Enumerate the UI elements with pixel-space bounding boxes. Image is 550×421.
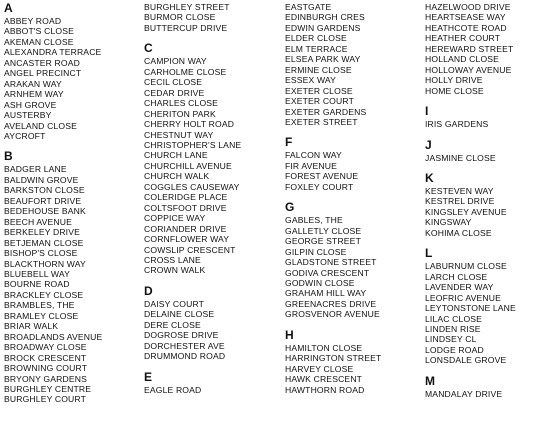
- street-name: BERKELEY DRIVE: [4, 227, 80, 238]
- street-name: EASTGATE: [285, 2, 332, 12]
- street-name: COGGLES CAUSEWAY: [144, 181, 240, 192]
- street-name: GREENACRES DRIVE: [285, 298, 377, 309]
- street-name: LARCH CLOSE: [425, 271, 488, 282]
- street-name: BLACKTHORN WAY: [4, 258, 86, 269]
- street-name: BRAMLEY CLOSE: [4, 310, 79, 321]
- street-name: EAGLE ROAD: [144, 384, 202, 395]
- street-name: AVELAND CLOSE: [4, 120, 77, 131]
- street-name: GODWIN CLOSE: [285, 277, 355, 288]
- street-name: KOHIMA CLOSE: [425, 227, 492, 238]
- street-name: EXETER CLOSE: [285, 85, 353, 96]
- street-name: HAMILTON CLOSE: [285, 342, 363, 353]
- street-name: ANCASTER ROAD: [4, 57, 80, 68]
- continued-street-list: [285, 2, 425, 127]
- street-name: BROCK CRESCENT: [4, 352, 87, 363]
- street-name: CORNFLOWER WAY: [144, 234, 230, 245]
- street-name: IRIS GARDENS: [425, 119, 489, 130]
- letter-section-h: [285, 329, 425, 395]
- street-name: AUSTERBY: [4, 110, 52, 121]
- street-name: BURMOR CLOSE: [144, 12, 216, 23]
- street-name: EXETER STREET: [285, 116, 358, 127]
- letter-section-i: [425, 105, 550, 129]
- street-name: LODGE ROAD: [425, 344, 484, 355]
- street-name: CHERRY HOLT ROAD: [144, 119, 235, 130]
- street-name: HARRINGTON STREET: [285, 353, 382, 364]
- street-name: LEOFRIC AVENUE: [425, 292, 501, 303]
- street-name: BRYONY GARDENS: [4, 373, 87, 384]
- street-name: KESTREL DRIVE: [425, 196, 495, 207]
- street-name: DAISY COURT: [144, 298, 205, 309]
- street-name: BURGHLEY COURT: [4, 394, 87, 405]
- street-name: GRAHAM HILL WAY: [285, 288, 367, 299]
- street-name: CROWN WALK: [144, 265, 206, 276]
- section-letter: K: [425, 170, 434, 185]
- street-name: FIR AVENUE: [285, 160, 337, 171]
- street-name: HOME CLOSE: [425, 85, 484, 96]
- index-column-3: [285, 2, 425, 395]
- continued-street-list: [144, 2, 284, 33]
- street-name: BURGHLEY STREET: [144, 2, 230, 12]
- street-name: ELM TERRACE: [285, 43, 348, 54]
- street-name: LABURNUM CLOSE: [425, 261, 507, 272]
- street-name: CHURCH LANE: [144, 150, 208, 161]
- street-name: ANGEL PRECINCT: [4, 68, 82, 79]
- street-name: BLUEBELL WAY: [4, 268, 70, 279]
- letter-section-m: [425, 375, 550, 399]
- street-name: CAMPION WAY: [144, 56, 207, 67]
- street-name: CORIANDER DRIVE: [144, 223, 227, 234]
- street-name: DOGROSE DRIVE: [144, 330, 219, 341]
- street-name: HOLLOWAY AVENUE: [425, 64, 512, 75]
- street-name: DRUMMOND ROAD: [144, 351, 226, 362]
- section-letter: M: [425, 373, 435, 388]
- continued-street-list: [425, 2, 550, 96]
- section-letter: H: [285, 327, 294, 342]
- street-name: LINDSEY CL: [425, 334, 477, 345]
- street-name: EXETER COURT: [285, 96, 354, 107]
- section-letter: C: [144, 41, 153, 56]
- letter-section-c: [144, 42, 284, 276]
- street-name: ABBEY ROAD: [4, 16, 62, 26]
- street-name: BETJEMAN CLOSE: [4, 237, 84, 248]
- street-name: HARVEY CLOSE: [285, 363, 354, 374]
- street-name: LINDEN RISE: [425, 323, 481, 334]
- street-name: COLERIDGE PLACE: [144, 192, 228, 203]
- street-name: GALLETLY CLOSE: [285, 225, 362, 236]
- section-letter: A: [4, 1, 13, 15]
- street-name: HOLLAND CLOSE: [425, 54, 500, 65]
- street-name: BROADLANDS AVENUE: [4, 331, 103, 342]
- street-name: CARHOLME CLOSE: [144, 66, 227, 77]
- street-name: BEAUFORT DRIVE: [4, 195, 82, 206]
- street-name: LILAC CLOSE: [425, 313, 483, 324]
- street-name: AYCROFT: [4, 130, 46, 141]
- street-name: ERMINE CLOSE: [285, 64, 352, 75]
- street-name: ELDER CLOSE: [285, 33, 347, 44]
- street-name: EDINBURGH CRES: [285, 12, 365, 23]
- street-name: BALDWIN GROVE: [4, 174, 79, 185]
- section-letter: I: [425, 104, 429, 119]
- street-name: BRIAR WALK: [4, 321, 59, 332]
- letter-section-g: [285, 201, 425, 320]
- street-name: GABLES, THE: [285, 215, 343, 226]
- letter-section-d: [144, 285, 284, 362]
- index-column-4: [425, 2, 550, 399]
- street-name: BEDEHOUSE BANK: [4, 206, 86, 217]
- letter-section-f: [285, 136, 425, 192]
- street-name: BEECH AVENUE: [4, 216, 73, 227]
- street-name: HAWTHORN ROAD: [285, 384, 365, 395]
- street-name: JASMINE CLOSE: [425, 152, 496, 163]
- street-name: HEREWARD STREET: [425, 43, 514, 54]
- street-name: LONSDALE GROVE: [425, 355, 507, 366]
- street-name: ARNHEM WAY: [4, 89, 64, 100]
- street-name: EDWIN GARDENS: [285, 22, 361, 33]
- street-name: BROADWAY CLOSE: [4, 342, 87, 353]
- letter-section-k: [425, 172, 550, 238]
- street-name: LEYTONSTONE LANE: [425, 303, 516, 314]
- street-name: CROSS LANE: [144, 254, 201, 265]
- street-name: HEATHCOTE ROAD: [425, 22, 507, 33]
- section-letter: L: [425, 246, 433, 261]
- street-name: BADGER LANE: [4, 164, 67, 175]
- street-name: HOLLY DRIVE: [425, 75, 483, 86]
- street-name: ABBOT'S CLOSE: [4, 26, 74, 37]
- street-name: BURGHLEY CENTRE: [4, 383, 92, 394]
- street-name: ESSEX WAY: [285, 75, 337, 86]
- street-name: CHURCHILL AVENUE: [144, 160, 232, 171]
- letter-section-a: [4, 2, 144, 141]
- street-name: CHARLES CLOSE: [144, 98, 219, 109]
- street-name: BUTTERCUP DRIVE: [144, 22, 228, 33]
- street-name: AKEMAN CLOSE: [4, 36, 74, 47]
- street-name: BROWNING COURT: [4, 363, 88, 374]
- street-name: LAVENDER WAY: [425, 282, 494, 293]
- index-column-2: [144, 2, 284, 395]
- street-name: GODIVA CRESCENT: [285, 267, 370, 278]
- street-name: FOREST AVENUE: [285, 171, 359, 182]
- street-name: CECIL CLOSE: [144, 77, 203, 88]
- street-name: MANDALAY DRIVE: [425, 388, 503, 399]
- street-name: CHERITON PARK: [144, 108, 216, 119]
- street-name: ALEXANDRA TERRACE: [4, 47, 102, 58]
- letter-section-b: [4, 150, 144, 404]
- street-name: GLADSTONE STREET: [285, 257, 377, 268]
- street-name: HEARTSEASE WAY: [425, 12, 506, 23]
- street-name: BOURNE ROAD: [4, 279, 70, 290]
- street-name: ELSEA PARK WAY: [285, 54, 361, 65]
- street-name: HAZELWOOD DRIVE: [425, 2, 511, 12]
- street-name: DELAINE CLOSE: [144, 309, 215, 320]
- section-letter: E: [144, 369, 153, 384]
- street-name: GROSVENOR AVENUE: [285, 309, 380, 320]
- street-name: COWSLIP CRESCENT: [144, 244, 236, 255]
- street-name: BRACKLEY CLOSE: [4, 289, 84, 300]
- street-name: GILPIN CLOSE: [285, 246, 347, 257]
- letter-section-e: [144, 371, 284, 395]
- section-letter: B: [4, 149, 13, 164]
- street-name: COPPICE WAY: [144, 213, 206, 224]
- street-name: CEDAR DRIVE: [144, 87, 205, 98]
- street-name: BRAMBLES, THE: [4, 300, 75, 311]
- street-name: ASH GROVE: [4, 99, 57, 110]
- street-name: ARAKAN WAY: [4, 78, 62, 89]
- street-name: KESTEVEN WAY: [425, 185, 494, 196]
- street-name: EXETER GARDENS: [285, 106, 367, 117]
- street-name: COLTSFOOT DRIVE: [144, 202, 227, 213]
- section-letter: D: [144, 283, 153, 298]
- street-name: CHURCH WALK: [144, 171, 210, 182]
- street-name: BISHOP'S CLOSE: [4, 248, 78, 259]
- street-name: CHRISTOPHER'S LANE: [144, 139, 242, 150]
- street-name: DERE CLOSE: [144, 319, 201, 330]
- letter-section-j: [425, 139, 550, 163]
- street-name: DORCHESTER AVE: [144, 340, 225, 351]
- street-name: HAWK CRESCENT: [285, 374, 363, 385]
- section-letter: F: [285, 135, 293, 150]
- street-name: BARKSTON CLOSE: [4, 185, 85, 196]
- street-name: KINGSLEY AVENUE: [425, 206, 507, 217]
- section-letter: G: [285, 200, 295, 215]
- section-letter: J: [425, 137, 432, 152]
- street-name: HEATHER COURT: [425, 33, 501, 44]
- index-column-1: [4, 2, 144, 405]
- street-name: FOXLEY COURT: [285, 181, 354, 192]
- letter-section-l: [425, 247, 550, 366]
- street-name: CHESTNUT WAY: [144, 129, 214, 140]
- street-name: FALCON WAY: [285, 150, 342, 161]
- street-name: GEORGE STREET: [285, 236, 361, 247]
- street-name: KINGSWAY: [425, 217, 472, 228]
